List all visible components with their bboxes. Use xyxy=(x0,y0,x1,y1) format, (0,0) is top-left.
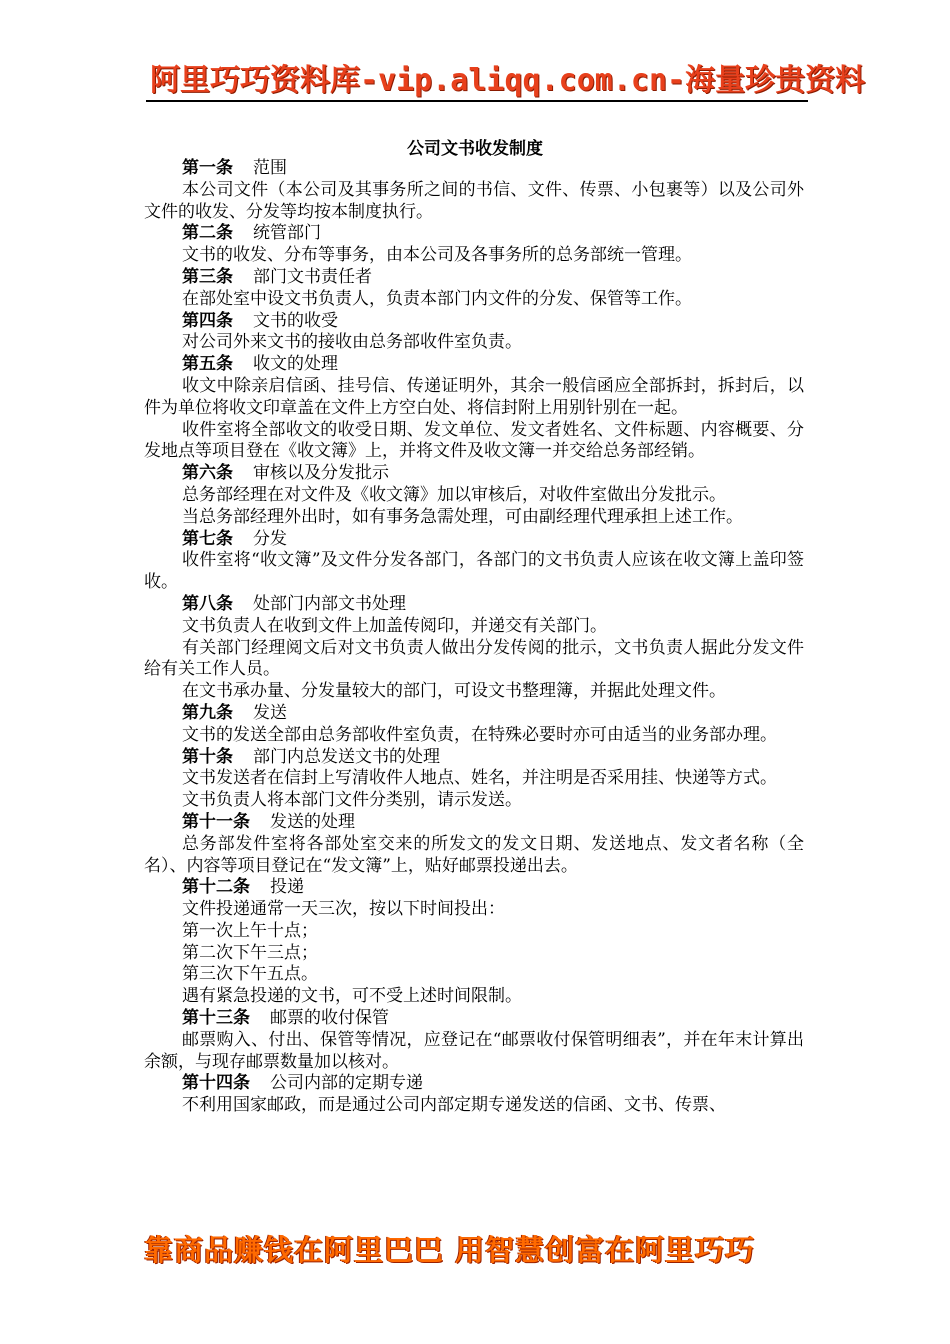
article-paragraph: 不利用国家邮政，而是通过公司内部定期专递发送的信函、文书、传票、 xyxy=(182,1095,726,1116)
document-title: 公司文书收发制度 xyxy=(407,139,543,159)
article-title: 邮票的收付保管 xyxy=(270,1008,389,1029)
article-number: 第六条 xyxy=(182,463,233,484)
article-title: 分发 xyxy=(253,528,287,549)
article-heading xyxy=(144,703,804,725)
article-heading xyxy=(144,594,804,616)
article-title: 部门文书责任者 xyxy=(253,266,372,287)
article-heading xyxy=(144,311,804,333)
article-number: 第五条 xyxy=(182,354,233,375)
article-paragraph: 遇有紧急投递的文书，可不受上述时间限制。 xyxy=(182,986,522,1007)
article-number: 第十一条 xyxy=(182,811,250,832)
article-title: 发送的处理 xyxy=(270,811,355,832)
article-paragraph: 总务部发件室将各部处室交来的所发文的发文日期、发送地点、发文者名称（全名）、内容等项目登记在“发文簿”上，贴好邮票投递出去。 xyxy=(144,833,804,876)
article-paragraph: 文书负责人将本部门文件分类别，请示发送。 xyxy=(182,790,522,811)
article-heading xyxy=(144,747,804,769)
header-divider xyxy=(146,100,808,102)
article-paragraph: 在文书承办量、分发量较大的部门，可设文书整理簿，并据此处理文件。 xyxy=(182,681,726,702)
article-number: 第十二条 xyxy=(182,877,250,898)
article-number: 第七条 xyxy=(182,528,233,549)
article-number: 第三条 xyxy=(182,266,233,287)
article-title: 公司内部的定期专递 xyxy=(270,1073,423,1094)
article-title: 处部门内部文书处理 xyxy=(253,593,406,614)
article-paragraph: 第三次下午五点。 xyxy=(182,964,318,985)
article-heading xyxy=(144,877,804,899)
article-heading xyxy=(144,354,804,376)
header-banner: 阿里巧巧资料库-vip.aliqq.com.cn-海量珍贵资料 xyxy=(150,63,866,98)
article-paragraph: 文件投递通常一天三次，按以下时间投出： xyxy=(182,899,505,920)
article-paragraph: 总务部经理在对文件及《收文簿》加以审核后，对收件室做出分发批示。 xyxy=(182,484,726,505)
article-heading xyxy=(144,223,804,245)
article-heading xyxy=(144,529,804,551)
article-heading xyxy=(144,463,804,485)
article-paragraph: 文书的收发、分布等事务，由本公司及各事务所的总务部统一管理。 xyxy=(182,245,692,266)
article-heading xyxy=(144,158,804,180)
article-title: 发送 xyxy=(253,702,287,723)
article-paragraph: 第一次上午十点； xyxy=(182,920,318,941)
article-heading xyxy=(144,1008,804,1030)
article-paragraph: 收件室将“收文簿”及文件分发各部门，各部门的文书负责人应该在收文簿上盖印签收。 xyxy=(144,550,804,593)
article-paragraph: 邮票购入、付出、保管等情况，应登记在“邮票收付保管明细表”，并在年末计算出余额，与现存邮票数量加以核对。 xyxy=(144,1029,804,1072)
article-paragraph: 收件室将全部收文的收受日期、发文单位、发文者姓名、文件标题、内容概要、分发地点等项目登在《收文簿》上，并将文件及收文簿一并交给总务部经销。 xyxy=(144,419,804,462)
article-title: 审核以及分发批示 xyxy=(253,463,389,484)
article-paragraph: 第二次下午三点； xyxy=(182,942,318,963)
article-paragraph: 有关部门经理阅文后对文书负责人做出分发传阅的批示，文书负责人据此分发文件给有关工作人员。 xyxy=(144,637,804,680)
article-number: 第四条 xyxy=(182,310,233,331)
article-heading xyxy=(144,267,804,289)
article-heading xyxy=(144,812,804,834)
article-number: 第十四条 xyxy=(182,1073,250,1094)
article-paragraph: 对公司外来文书的接收由总务部收件室负责。 xyxy=(182,332,522,353)
article-paragraph: 文书的发送全部由总务部收件室负责，在特殊必要时亦可由适当的业务部办理。 xyxy=(182,724,777,745)
article-title: 文书的收受 xyxy=(253,310,338,331)
article-number: 第八条 xyxy=(182,593,233,614)
article-number: 第一条 xyxy=(182,158,233,178)
article-heading xyxy=(144,1073,804,1095)
article-paragraph: 当总务部经理外出时，如有事务急需处理，可由副经理代理承担上述工作。 xyxy=(182,506,743,527)
article-paragraph: 本公司文件（本公司及其事务所之间的书信、文件、传票、小包裹等）以及公司外文件的收发、分发等均按本制度执行。 xyxy=(144,179,804,222)
article-title: 收文的处理 xyxy=(253,354,338,375)
article-title: 投递 xyxy=(270,877,304,898)
article-paragraph: 文书发送者在信封上写清收件人地点、姓名，并注明是否采用挂、快递等方式。 xyxy=(182,768,777,789)
article-number: 第二条 xyxy=(182,223,233,244)
article-number: 第十条 xyxy=(182,746,233,767)
article-paragraph: 收文中除亲启信函、挂号信、传递证明外，其余一般信函应全部拆封，拆封后，以件为单位将收文印章盖在文件上方空白处、将信封附上用别针别在一起。 xyxy=(144,375,804,418)
article-paragraph: 在部处室中设文书负责人，负责本部门内文件的分发、保管等工作。 xyxy=(182,288,692,309)
article-title: 范围 xyxy=(253,158,287,178)
article-number: 第十三条 xyxy=(182,1008,250,1029)
article-paragraph: 文书负责人在收到文件上加盖传阅印，并递交有关部门。 xyxy=(182,615,607,636)
article-number: 第九条 xyxy=(182,702,233,723)
article-title: 统管部门 xyxy=(253,223,321,244)
document-body xyxy=(144,158,804,1117)
footer-banner: 靠商品赚钱在阿里巴巴 用智慧创富在阿里巧巧 xyxy=(144,1233,756,1267)
article-title: 部门内总发送文书的处理 xyxy=(253,746,440,767)
